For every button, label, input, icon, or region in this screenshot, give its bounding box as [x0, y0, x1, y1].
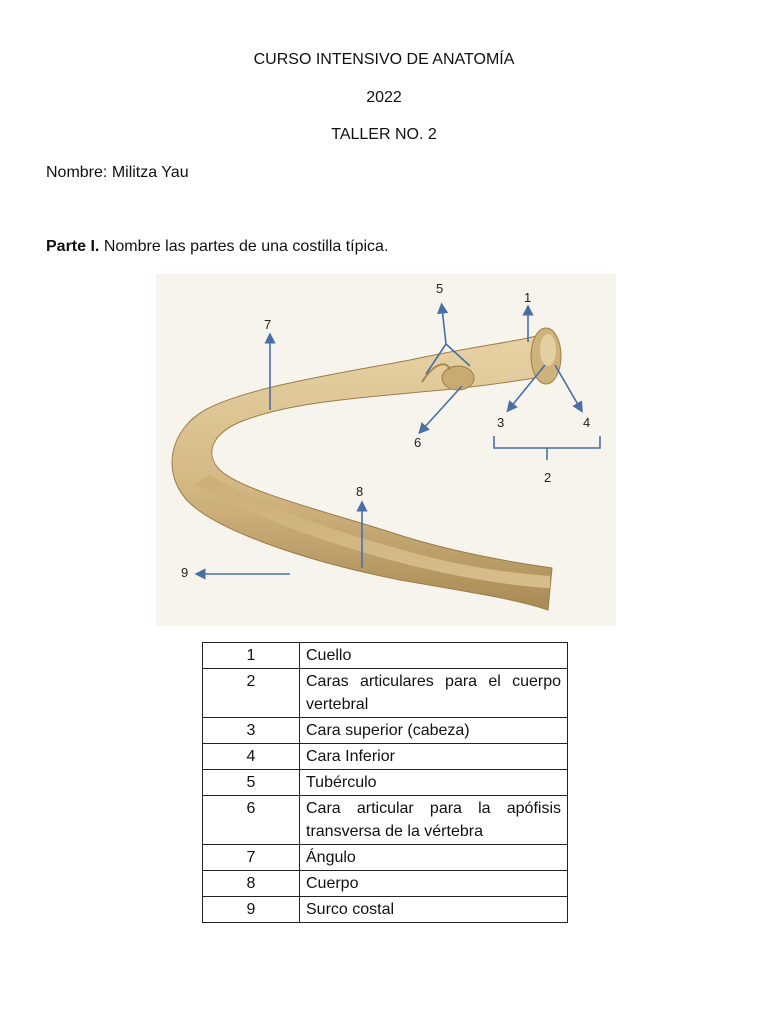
row-number: 1	[203, 643, 300, 669]
table-row	[203, 897, 568, 923]
course-title: CURSO INTENSIVO DE ANATOMÍA	[253, 51, 515, 68]
row-description: Caras articulares para el cuerpo vertebral	[300, 669, 568, 718]
part-instruction: Nombre las partes de una costilla típica.	[103, 238, 389, 255]
student-name-value: Militza Yau	[111, 164, 189, 181]
row-description: Cara Inferior	[300, 744, 568, 770]
row-number: 5	[203, 770, 300, 796]
figure-label-3: 3	[497, 415, 505, 430]
row-description: Cuerpo	[300, 871, 568, 897]
course-year: 2022	[366, 89, 402, 106]
table-row	[203, 796, 568, 845]
table-row	[203, 744, 568, 770]
row-number: 4	[203, 744, 300, 770]
figure-label-6: 6	[414, 435, 422, 450]
row-description: Surco costal	[300, 897, 568, 923]
row-description: Cara superior (cabeza)	[300, 718, 568, 744]
part-label: Parte I.	[46, 238, 100, 255]
row-description: Cuello	[300, 643, 568, 669]
row-number: 9	[203, 897, 300, 923]
table-row	[203, 871, 568, 897]
figure-label-7: 7	[264, 317, 272, 332]
figure-label-8: 8	[356, 484, 364, 499]
part-heading	[46, 237, 388, 257]
row-number: 7	[203, 845, 300, 871]
rib-figure	[150, 270, 620, 630]
rib-tubercle	[442, 366, 474, 390]
student-name-label: Nombre:	[46, 164, 108, 181]
row-description: Cara articular para la apófisis transversa de la vértebra	[300, 796, 568, 845]
table-row	[203, 770, 568, 796]
row-number: 6	[203, 796, 300, 845]
table-row	[203, 643, 568, 669]
row-number: 8	[203, 871, 300, 897]
figure-label-1: 1	[524, 290, 532, 305]
row-description: Ángulo	[300, 845, 568, 871]
figure-label-4: 4	[583, 415, 591, 430]
student-name-line	[46, 163, 189, 183]
rib-head-facet	[540, 334, 556, 366]
rib-parts-table	[202, 642, 568, 923]
figure-label-9: 9	[181, 565, 189, 580]
row-number: 3	[203, 718, 300, 744]
workshop-title: TALLER NO. 2	[331, 126, 437, 143]
figure-label-5: 5	[436, 281, 444, 296]
table-row	[203, 718, 568, 744]
row-number: 2	[203, 669, 300, 718]
table-row	[203, 669, 568, 718]
rib-illustration	[150, 270, 620, 630]
row-description: Tubérculo	[300, 770, 568, 796]
figure-label-2: 2	[544, 470, 552, 485]
table-row	[203, 845, 568, 871]
